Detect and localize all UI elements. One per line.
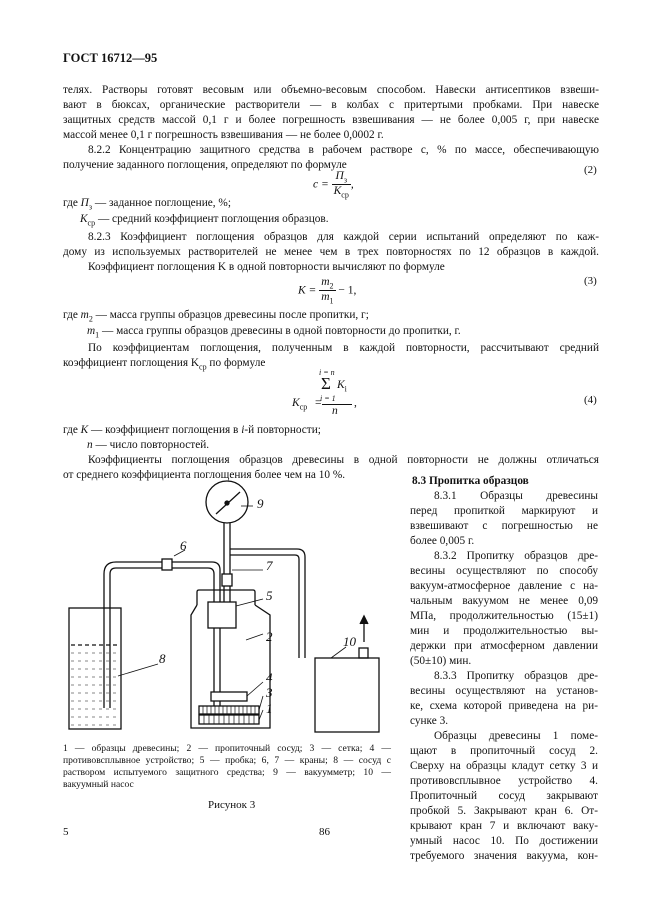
sum-lower: i = 1 <box>320 394 336 403</box>
numerator-sub: з <box>343 175 347 185</box>
where-line <box>63 423 321 438</box>
label-7: 7 <box>266 558 273 573</box>
right-column-line: 8.3.1 Образцы древесины <box>434 490 598 502</box>
right-column-line: 8.3.3 Пропитку образцов дре- <box>434 670 598 682</box>
paragraph-line: Коэффициенты поглощения образцов древесины в одной повторности не должны отличаться <box>88 454 599 466</box>
paragraph-line: дому из используемых растворителей не менее чем в трех повторностях по 12 образцов в каждой. <box>63 246 599 258</box>
right-column-text <box>410 489 598 864</box>
vacuum-pump <box>315 658 379 732</box>
label-3: 3 <box>266 685 273 700</box>
right-column-line: умный насос 10. По достижении <box>410 835 598 847</box>
numerator: П <box>335 170 344 182</box>
symbol: m <box>80 309 89 321</box>
right-column-line: (50±10) мин. <box>410 655 472 667</box>
right-column-line: пробкой 5. Закрывают кран 6. От- <box>410 805 598 817</box>
valve-7 <box>222 574 232 586</box>
right-column-line: Сверху на образцы кладут сетку 3 и <box>410 760 598 772</box>
symbol: m <box>87 325 96 337</box>
label-1: 1 <box>266 701 273 716</box>
right-column-line: взвешивают с погрешностью не <box>410 520 598 532</box>
right-column-line: ке, схема которой приведена на ри- <box>410 700 598 712</box>
symbol-desc: — число повторностей. <box>95 439 210 451</box>
standard-header: ГОСТ 16712—95 <box>63 51 158 65</box>
supply-tube-inner <box>110 568 168 708</box>
equals-sign: = <box>315 397 322 409</box>
label-9: 9 <box>257 496 264 511</box>
float-device-4 <box>211 692 247 701</box>
symbol-desc: — заданное поглощение, %; <box>94 197 231 209</box>
numerator-sub: 2 <box>329 281 334 291</box>
gauge-hub <box>225 501 229 505</box>
right-column-line: Пропиточный сосуд закрывают <box>410 790 598 802</box>
right-column-line: более 0,005 г. <box>410 535 475 547</box>
symbol-sub: з <box>88 202 93 212</box>
symbol-desc: — масса группы образцов древесины в одной повторности до пропитки, г. <box>102 325 461 337</box>
symbol-desc: — масса группы образцов древесины после пропитки, г; <box>95 309 369 321</box>
equation-number: (2) <box>584 164 597 176</box>
label-4: 4 <box>266 670 273 685</box>
pump-outlet <box>359 648 368 658</box>
liquid-hatching <box>71 653 119 725</box>
formula-tail: , <box>354 397 357 409</box>
symbol: K <box>80 213 88 225</box>
right-column-line: 8.3.2 Пропитку образцов дре- <box>434 550 598 562</box>
paragraph-line: защитных средств массой 0,1 г и более погрешность взвешивания — не более 0,005 г, при навеске <box>63 114 599 126</box>
formula-lhs: K = <box>298 284 317 297</box>
formula-2 <box>313 170 354 200</box>
paragraph-line: массой менее 0,1 г погрешность взвешивания — не более 0,0002 г. <box>63 129 384 141</box>
mesh-3 <box>199 706 259 714</box>
vacuum-line-inner <box>230 555 299 658</box>
sum-sign: Σ <box>321 374 331 393</box>
label-5: 5 <box>266 588 273 603</box>
formula-tail: − 1, <box>338 284 357 297</box>
denominator: n <box>332 405 338 417</box>
label-2: 2 <box>266 629 273 644</box>
where-lead: где <box>63 197 78 209</box>
right-column-line: противовсплывное устройство 4. <box>410 775 598 787</box>
paragraph-line: от среднего коэффициента поглощения более чем на 10 %. <box>63 469 346 481</box>
text-sub: ср <box>199 362 207 372</box>
figure-3-apparatus <box>60 470 400 740</box>
numerator: m <box>321 276 330 288</box>
lhs-var: K <box>292 397 300 409</box>
right-column-line: весины осуществляют по способу <box>410 565 598 577</box>
sum-var: K <box>337 379 345 391</box>
lhs-sub: ср <box>299 402 308 412</box>
symbol-desc: — средний коэффициент поглощения образцов. <box>97 213 329 225</box>
section-title: 8.3 Пропитка образцов <box>412 475 529 487</box>
solution-vessel <box>69 608 121 729</box>
where-line <box>80 212 329 230</box>
figure-caption: 1 — образцы древесины; 2 — пропиточный сосуд; 3 — сетка; 4 — противовсплывное устройство; 5 — пробка; 6, 7 — краны; 8 — сосуд с раствором испытуемого защитного средства; 9 — вакуумметр; 10 — вакуумный насос <box>63 743 391 790</box>
right-column-line: чальным вакуумом не менее 0,09 <box>410 595 598 607</box>
symbol: n <box>87 439 93 451</box>
right-column-line: мин и продолжительностью вы- <box>410 625 598 637</box>
figure-title: Рисунок 3 <box>208 799 256 811</box>
right-column-line: держки при атмосферном давлении <box>410 640 598 652</box>
equation-number: (3) <box>584 275 597 287</box>
paragraph-line: По коэффициентам поглощения, полученным в каждой повторности, рассчитывают средний <box>88 342 599 354</box>
valve-6 <box>162 559 172 570</box>
where-lead: где <box>63 309 78 321</box>
sum-term <box>337 379 347 393</box>
formula-lhs: c = <box>313 178 329 191</box>
symbol-italic: i <box>241 424 245 436</box>
where-line <box>87 438 209 453</box>
exhaust-arrowhead <box>360 616 368 624</box>
page-number-center: 86 <box>319 826 330 838</box>
denominator: K <box>333 185 342 198</box>
denominator-sub: ср <box>341 190 349 200</box>
symbol-sub: 1 <box>95 330 100 340</box>
label-6: 6 <box>180 538 187 553</box>
formula-tail: , <box>350 178 354 191</box>
right-column-line: весины осуществляют на установ- <box>410 685 598 697</box>
symbol-sub: 2 <box>88 314 93 324</box>
equation-number: (4) <box>584 394 597 406</box>
where-lead: где <box>63 424 78 436</box>
right-column-line: сунке 3. <box>410 715 449 727</box>
stopper-5 <box>208 602 236 628</box>
sum-var-sub: i <box>344 384 347 394</box>
formula-4 <box>292 368 372 416</box>
text-run: по формуле <box>206 357 266 369</box>
label-10: 10 <box>343 634 356 649</box>
paragraph-line: 8.2.2 Концентрацию защитного средства в рабочем растворе c, % по массе, обеспечивающую <box>88 144 599 156</box>
symbol-desc: — коэффициент поглощения в <box>91 424 242 436</box>
supply-tube-outer-2 <box>168 562 220 710</box>
symbol: П <box>80 197 89 209</box>
right-column-line: МПа, продолжительностью (15±1) <box>410 610 598 622</box>
text-run: коэффициент поглощения K <box>63 357 200 369</box>
right-column-line: перед пропиткой маркируют и <box>410 505 598 517</box>
right-column-line: крывают кран 7 и включают ваку- <box>410 820 598 832</box>
right-column-line: вакуум-атмосферное давление с на- <box>410 580 598 592</box>
paragraph-line: вают в бюксах, органические растворители — в колбах с притертыми пробками. При навеске <box>63 99 599 111</box>
formula-lhs <box>292 397 307 411</box>
denominator-sub: 1 <box>329 296 334 306</box>
page-number-left: 5 <box>63 826 69 838</box>
paragraph-line: Коэффициент поглощения K в одной повторности вычисляют по формуле <box>88 261 445 273</box>
symbol-sub: ср <box>87 218 96 228</box>
right-column-line: требуемого значения вакуума, кон- <box>410 850 598 862</box>
paragraph-line: телях. Растворы готовят весовым или объемно-весовым способом. Навески антисептиков взвеши- <box>63 84 599 96</box>
paragraph-line: 8.2.3 Коэффициент поглощения образцов для каждой серии испытаний определяют по каж- <box>88 231 599 243</box>
paragraph-line <box>63 356 265 374</box>
paragraph-line: получение заданного поглощения, определяют по формуле <box>63 159 347 171</box>
symbol-desc: -й повторности; <box>244 424 321 436</box>
where-line <box>87 324 461 342</box>
symbol: K <box>80 424 89 436</box>
right-column-line: щают в пропиточный сосуд 2. <box>410 745 598 757</box>
right-column-line: Образцы древесины 1 поме- <box>434 730 598 742</box>
supply-tube-outer <box>104 562 168 708</box>
sum-upper: i = n <box>319 368 335 377</box>
formula-3 <box>298 276 356 306</box>
label-8: 8 <box>159 651 166 666</box>
denominator: m <box>321 291 330 304</box>
